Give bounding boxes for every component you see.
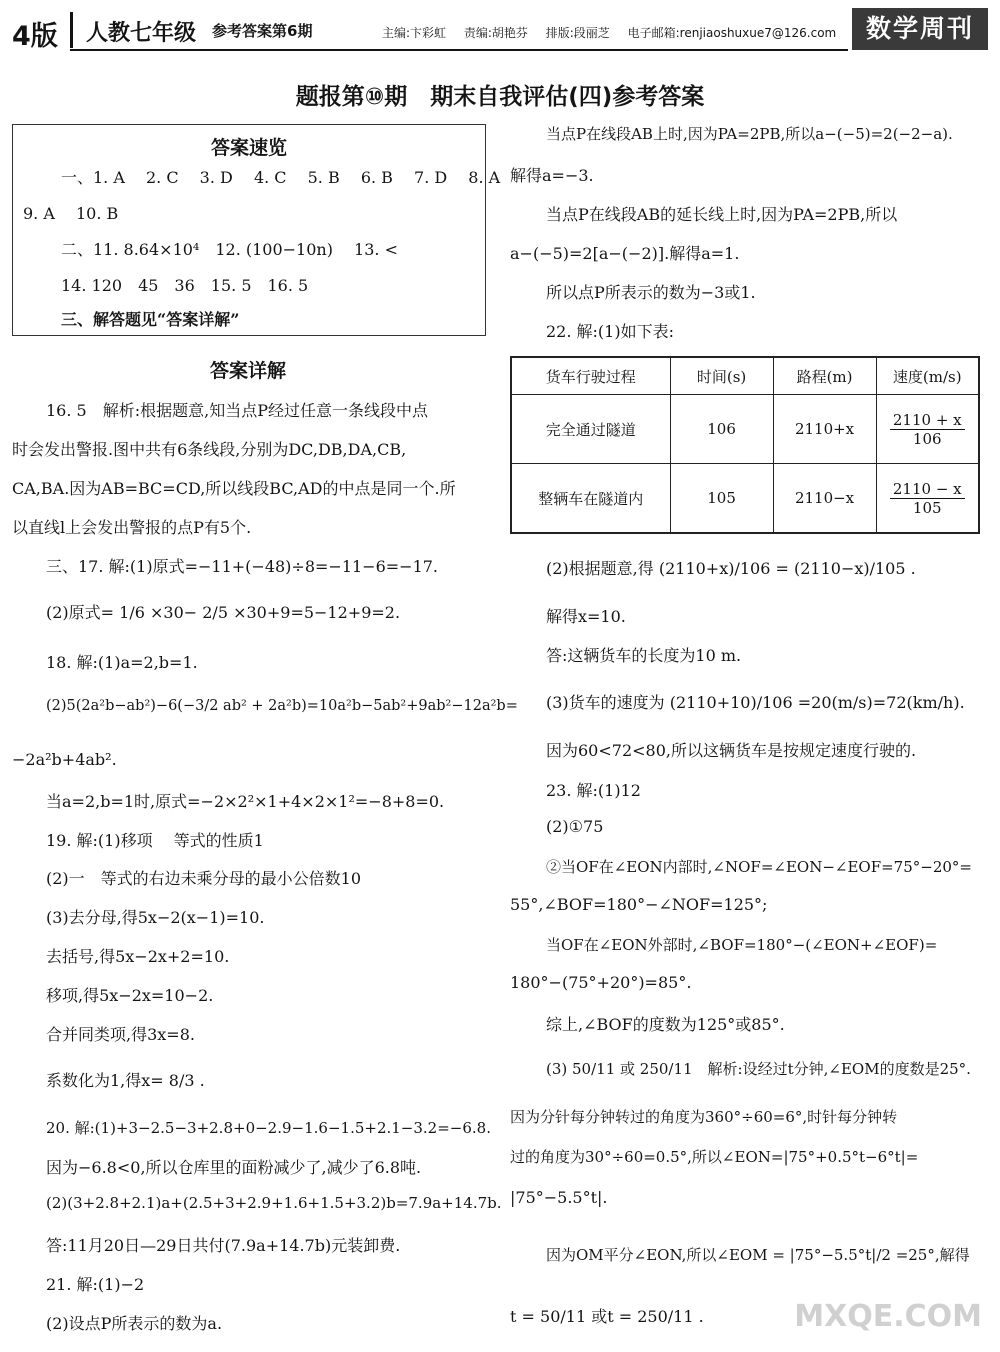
left-line: 合并同类项,得3x=8. [46,1025,195,1044]
table-cell: 整辆车在隧道内 [511,464,670,534]
left-line: 21. 解:(1)−2 [46,1275,145,1294]
overview-line: 9. A 10. B [23,204,119,223]
speed-fraction: $\frac{2110 - x}{105}$ [890,480,965,517]
table-header-cell: 时间(s) [670,357,773,395]
right-line: 答:这辆货车的长度为10 m. [546,646,742,665]
page-title: 题报第⑩期 期末自我评估(四)参考答案 [295,84,705,110]
right-line: 当点P在线段AB的延长线上时,因为PA=2PB,所以 [546,205,898,224]
left-line: 去括号,得5x−2x+2=10. [46,947,230,966]
right-line: 综上,∠BOF的度数为125°或85°. [546,1015,785,1034]
right-line: 解得x=10. [546,607,626,626]
email-credit: 电子邮箱:renjiaoshuxue7@126.com [627,26,837,40]
table-cell [876,464,979,534]
right-line: 因为OM平分∠EON,所以∠EOM = |75°−5.5°t|/2 =25°,解得 [546,1246,970,1264]
right-line: 解得a=−3. [510,166,594,185]
overview-line: 一、1. A 2. C 3. D 4. C 5. B 6. B 7. D 8. A [61,168,501,187]
table-header-row [511,357,979,395]
left-line: 时会发出警报.图中共有6条线段,分别为DC,DB,DA,CB, [12,440,407,459]
overview-line: 二、11. 8.64×10⁴ 12. (100−10n) 13. < [61,240,398,259]
right-line: t = 50/11 或t = 250/11 . [510,1307,704,1326]
watermark: MXQE.COM [794,1299,982,1334]
editor-credit: 主编:卞彩虹 [382,26,447,40]
left-line: −2a²b+4ab². [12,750,117,769]
right-line: (2)①75 [546,817,604,836]
overview-line: 三、解答题见“答案详解” [61,310,240,329]
layout-credit: 排版:段丽芝 [545,26,610,40]
table-cell: 2110+x [773,395,876,464]
right-line: 所以点P所表示的数为−3或1. [546,283,756,302]
left-line: 系数化为1,得x= 8/3 . [46,1071,205,1090]
right-line: 因为60<72<80,所以这辆货车是按规定速度行驶的. [546,741,917,760]
table-header-cell: 速度(m/s) [876,357,979,395]
left-line: (2)一 等式的右边未乘分母的最小公倍数10 [46,869,362,888]
page-header [12,8,988,52]
left-line: 16. 5 解析:根据题意,知当点P经过任意一条线段中点 [46,401,428,420]
right-line: 过的角度为30°÷60=0.5°,所以∠EON=|75°+0.5°t−6°t|= [510,1148,919,1166]
table-cell: 完全通过隧道 [511,395,670,464]
table-cell: 106 [670,395,773,464]
table-row [511,395,979,464]
responsible-credit: 责编:胡艳芬 [463,26,528,40]
left-line: 19. 解:(1)移项 等式的性质1 [46,831,264,850]
table-cell [876,395,979,464]
right-line: 180°−(75°+20°)=85°. [510,973,692,992]
edition-label: 4版 [12,21,58,52]
right-line: (3) 50/11 或 250/11 解析:设经过t分钟,∠EOM的度数是25°. [546,1060,971,1078]
table-header-cell: 路程(m) [773,357,876,395]
left-line: 答:11月20日—29日共付(7.9a+14.7b)元装卸费. [46,1236,401,1255]
table-header-cell: 货车行驶过程 [511,357,670,395]
left-line: (2)设点P所表示的数为a. [46,1314,223,1333]
right-line: 当点P在线段AB上时,因为PA=2PB,所以a−(−5)=2(−2−a). [546,125,953,143]
right-line: 23. 解:(1)12 [546,781,641,800]
masthead: 数学周刊 [852,8,988,50]
staff-credits [382,24,850,41]
right-line: ②当OF在∠EON内部时,∠NOF=∠EON−∠EOF=75°−20°= [546,858,972,876]
right-line: 55°,∠BOF=180°−∠NOF=125°; [510,895,768,914]
overview-line: 14. 120 45 36 15. 5 16. 5 [61,276,309,295]
left-line: 20. 解:(1)+3−2.5−3+2.8+0−2.9−1.6−1.5+2.1−3.2=−6.8. [46,1119,491,1137]
left-line: 因为−6.8<0,所以仓库里的面粉减少了,减少了6.8吨. [46,1158,422,1177]
overview-heading: 答案速览 [210,137,287,159]
header-rule [70,49,848,51]
left-line: 当a=2,b=1时,原式=−2×2²×1+4×2×1²=−8+8=0. [46,792,445,811]
right-line: a−(−5)=2[a−(−2)].解得a=1. [510,244,740,263]
reference-label: 参考答案第6期 [212,22,313,40]
header-divider [70,12,73,48]
right-line: 当OF在∠EON外部时,∠BOF=180°−(∠EON+∠EOF)= [546,936,938,954]
table-cell: 2110−x [773,464,876,534]
left-line: (2)(3+2.8+2.1)a+(2.5+3+2.9+1.6+1.5+3.2)b=7.9a+14.7b. [46,1194,502,1212]
left-line: CA,BA.因为AB=BC=CD,所以线段BC,AD的中点是同一个.所 [12,479,456,498]
speed-fraction: $\frac{2110 + x}{106}$ [890,411,965,448]
left-line: 18. 解:(1)a=2,b=1. [46,653,198,672]
left-line: (3)去分母,得5x−2(x−1)=10. [46,908,265,927]
left-line: 移项,得5x−2x=10−2. [46,986,214,1005]
right-line: 因为分针每分钟转过的角度为360°÷60=6°,时针每分钟转 [510,1108,898,1126]
left-line: 三、17. 解:(1)原式=−11+(−48)÷8=−11−6=−17. [46,557,439,576]
left-line: (2)原式= 1/6 ×30− 2/5 ×30+9=5−12+9=2. [46,603,401,622]
right-line: 22. 解:(1)如下表: [546,322,674,341]
truck-table [510,356,980,534]
details-heading: 答案详解 [209,360,286,382]
table-cell: 105 [670,464,773,534]
table-row [511,464,979,534]
grade-label: 人教七年级 [86,21,197,46]
left-line: (2)5(2a²b−ab²)−6(−3/2 ab² + 2a²b)=10a²b−5ab²+9ab²−12a²b= [46,698,518,714]
answer-overview-box [12,124,501,336]
right-line: |75°−5.5°t|. [510,1188,608,1207]
left-line: 以直线l上会发出警报的点P有5个. [12,518,252,537]
right-line: (3)货车的速度为 (2110+10)/106 =20(m/s)=72(km/h). [546,693,965,712]
right-line: (2)根据题意,得 (2110+x)/106 = (2110−x)/105 . [546,559,916,578]
